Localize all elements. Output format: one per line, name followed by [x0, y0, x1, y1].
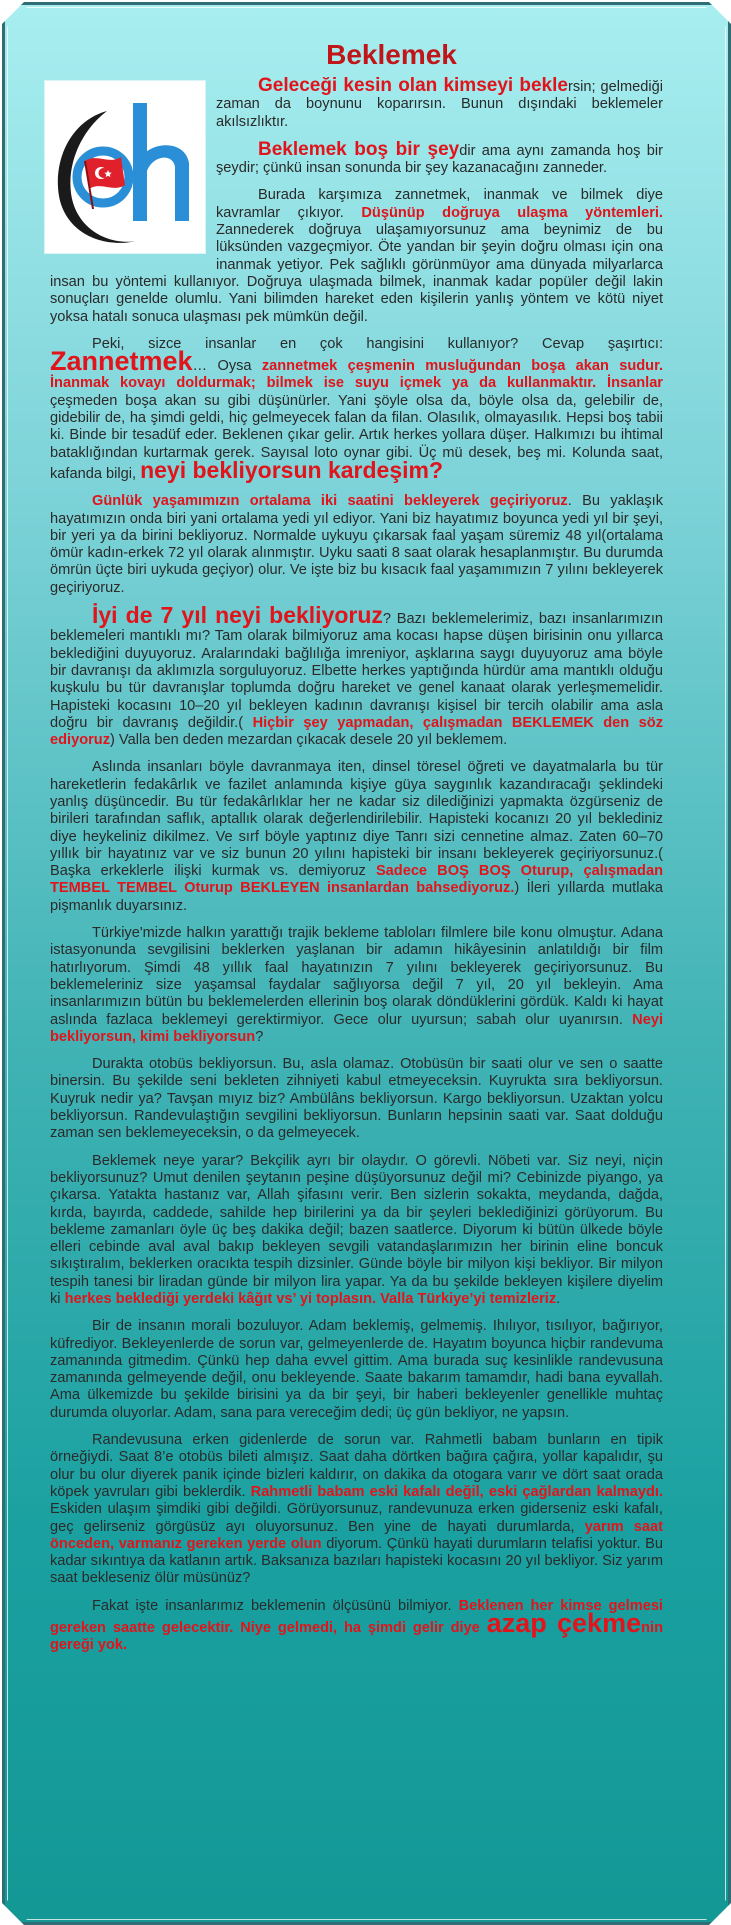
body-text: Burada karşımıza zannetmek, inanmak ve bilmek diye kavramlar çıkıyor.: [216, 187, 663, 221]
body-text: ) İleri yıllarda mutlaka pişmanlık duyarsınız.: [50, 880, 663, 914]
paragraph-p13: [50, 1598, 663, 1655]
body-text: Türkiye'mizde halkın yarattığı trajik bekleme tabloları filmlere bile konu olmuştur. Adana istasyonunda sevgilisini beklerken yaşlanan bir adamın hikâyesinin anlatıldığı bir film hatırlıyorum. Şimdi 48 yıllık faal hayatınızın 7 yılını bekleyerek geçiriyorsunuz. Bu beklemeleriniz size yaşamsal faydalar sağlıyorsa değil 7 yıl, 20 yıl bekleyin. Ama insanlarımızın bütün bu beklemelerden ellerinin boş olarak döndüklerini gördük. Kaldı ki hayat aslında fazlaca beklemeyi gerektirmiyor. Gece olur uyursun; sabah olur uyanırsın.: [50, 925, 663, 1028]
body-text: ?: [255, 1028, 264, 1045]
body-text: diyorum. Çünkü hayati durumların telafisi yoktur. Bu kadar sıkıntıya da katlanın artık. Baksanıza bazıları hapisteki kocasını 20 yıl bekliyor. Siz yarım saat bekleseniz ölür müsünüz?: [50, 1535, 663, 1587]
paragraph-p6: [50, 602, 663, 749]
highlight-text: Beklemek boş bir şey: [258, 138, 460, 160]
body-text: ) Valla ben deden mezardan çıkacak desele 20 yıl beklemem.: [110, 732, 508, 749]
highlight-text: nin gereği yok.: [50, 1620, 663, 1654]
highlight-text: İyi de 7 yıl neyi bekliyoruz: [92, 602, 383, 629]
highlight-text: Geleceği kesin olan kimseyi bekle: [258, 75, 568, 96]
body-text: Zannederek doğruya ulaşamıyorsunuz ama beynimiz de bu lüksünden vazgeçmiyor. Öte yandan bir şeyin doğru olması için ona inanmak yetiyor. Pek sağlıklı görünmüyor ama dünyada milyarlarca insan bu yöntemi kullanıyor. Doğruya ulaşmada bilmek, inanmak kadar popüler değil lakin sonuçları genelde olumlu. Yani bilimden hareket eden kişilerin yanlış yöntem ve kötü niyet yoksa hatalı sonuca ulaşması pek mümkün değil.: [50, 222, 663, 325]
highlight-text: herkes beklediği yerdeki kâğıt vs’ yi toplasın. Valla Türkiye’yi temizleriz: [64, 1291, 557, 1307]
highlight-text: azap çekme: [486, 1608, 642, 1639]
body-text: . Bu yaklaşık hayatımızın onda biri yani ortalama yedi yıl ediyor. Yani biz hayatımız boyunca yedi yıl bir şeyi, bir yeri ya da birini bekliyoruz. Normalde uykuyu çıkarsak faal yaşam süremiz 48 yıl(ortalama ömür kadın-erkek 72 yıl olarak alınmıştır. Uyku saati 8 saat olarak hesaplanmıştır. Bu durumda ömrün üçte biri uykuda geçiyor) olur. Ve işte biz bu kısacık faal yaşamımızın 7 yılını bekleyerek geçiriyoruz.: [50, 493, 664, 596]
body-text: Durakta otobüs bekliyorsun. Bu, asla olamaz. Otobüsün bir saati olur ve sen o saatte binersin. Bu şekilde seni bekleten zihniyeti kabul etmeyeceksin. Kuyrukta sıra bekliyorsun. Kuyruk nedir ya? Tavşan mıyız biz? Ambülâns bekliyorsun. Kargo bekliyorsun. Uzaktan yolcu bekliyorsun. Randevulaştığın sevgilini bekliyorsun. Bunların hepsinin saati var. Saat dolduğu zaman sen beklemeyeceksin, o da gelmeyecek.: [50, 1056, 663, 1142]
logo-box: [44, 80, 206, 254]
body-text: Beklemek neye yarar? Bekçilik ayrı bir olaydır. O görevli. Nöbeti var. Siz neyi, niçin bekliyorsunuz? Umut denilen şeytanın peşine düşüyorsunuz değil mi? Cebinizde piyango, ya çıkarsa. Yatakta hastanız var, Allah şifasını verir. Ben sizlerin sokakta, meydanda, dağda, kırda, bayırda, caddede, sahilde hep birilerini ya da bir şeyleri beklediğinizi görüyorum. Bu bekleme zamanları öyle üç beş dakika değil; bazen saatlerce. Diyorum ki bütün ülkede böyle elleri cebinde aval aval bakıp bekleyen sevgili vatandaşlarımızın her birinin eline boncuk sıkıştıralım, beklerken oracıkta tespih dizsinler. Günde böyle bir milyon kişi bekliyor. Bir milyon tespih tanesi bir liradan günde bir milyon lira yapar. Ya da bu şekilde bekleyen kişilere diyelim ki: [50, 1152, 663, 1307]
highlight-text: Beklenen her kimse gelmesi gereken saatte gelecektir. Niye gelmedi, ha şimdi gelir diye: [50, 1597, 663, 1637]
paragraph-p8: [50, 925, 663, 1046]
highlight-text: Neyi bekliyorsun, kimi bekliyorsun: [50, 1011, 663, 1045]
body-text: Fakat işte insanlarımız beklemenin ölçüsünü bilmiyor.: [92, 1597, 459, 1614]
paragraph-p10: [50, 1153, 663, 1309]
body-text: … Oysa: [192, 358, 262, 375]
article-body: [50, 77, 663, 1655]
highlight-text: Rahmetli babam eski kafalı değil, eski çağlardan kalmaydı.: [250, 1483, 664, 1500]
highlight-text: Düşünüp doğruya ulaşma yöntemleri.: [361, 204, 663, 221]
highlight-text: Zannetmek: [50, 346, 193, 377]
logo-icon: [45, 81, 205, 253]
paragraph-p7: [50, 759, 663, 915]
body-text: rsin; gelmediği zaman da boynunu koparırsın. Bunun dışındaki beklemeler akılsızlıktır.: [216, 79, 663, 130]
paragraph-p4: [50, 336, 663, 483]
paragraph-p12: [50, 1432, 663, 1588]
page-title: Beklemek: [326, 39, 457, 70]
highlight-text: Hiçbir şey yapmadan, çalışmadan BEKLEMEK den söz ediyoruz: [50, 714, 663, 749]
paragraph-p5: [50, 493, 663, 597]
body-text: Bir de insanın morali bozuluyor. Adam beklemiş, gelmemiş. Ihılıyor, tısılıyor, bağırıyor, küfrediyor. Bekleyenlerde de sorun var, gelmeyenlerde de. Hayatım boyunca hiçbir randevuma zamanında gitmedim. Çünkü hep daha evvel gittim. Ama burada suç kesinlikle randevusuna zamanında gelmeyende değil, onu bekleyende. Saate bakarım tamamdır, hadi bana eyvallah. Ama ülkemizde bu şekilde birisini ya da bir şeyi, bir haberi bekleyenler genellikle muhtaç durumda oluyorlar. Adam, sana para vereceğim dedi; üç gün bekliyor, ne yapsın.: [50, 1318, 663, 1421]
body-text: Aslında insanları böyle davranmaya iten, dinsel töresel öğreti ve dayatmalarla bu tür hareketlerin fedakârlık ve fazilet anlamında kişiye güya saygınlık kazandıracağı şeklindeki yanlış düşüncedir. Bu tür fedakârlıklar her ne kadar siz dilediğinizi yapmakta özgürseniz de birileri tarafından saflık, aptallık olarak değerlendirilebilir. Hapisteki kocanızı 20 yıl beklediniz diye heykeliniz dikilmez. Ve sırf böyle yaptınız diye Tanrı sizi cennetine almaz. Zaten 60–70 yıllık bir hayatınız var ve siz bunun 20 yılını hapisteki bir insanı bekleyerek geçiriyorsunuz.( Başka erkeklerle ilişki kurmak vs. demiyoruz: [50, 759, 663, 880]
article: [50, 38, 663, 1665]
paragraph-p9: [50, 1056, 663, 1142]
body-text: Peki, sizce insanlar en çok hangisini kullanıyor? Cevap şaşırtıcı:: [92, 335, 663, 352]
body-text: Eskiden ulaşım şimdiki gibi değildi. Görüyorsunuz, randevunuza erken giderseniz eski kafalı, geç gelirseniz görgüsüz ayı oluyorsunuz. Ben yine de hayati durumlarda,: [50, 1501, 663, 1535]
body-text: dir ama aynı zamanda hoş bir şeydir; çünkü insan sonunda bir şey kazanacağını zanneder.: [216, 142, 663, 177]
highlight-text: yarım saat önceden, varmanız gereken yerde olun: [50, 1518, 663, 1552]
highlight-text: Günlük yaşamımızın ortalama iki saatini bekleyerek geçiriyoruz: [92, 493, 568, 510]
highlight-text: neyi bekliyorsun kardeşim?: [140, 456, 444, 483]
highlight-text: zannetmek çeşmenin musluğundan boşa akan sudur. İnanmak kovayı doldurmak; bilmek ise suyu içmek ya da kullanmaktır. İnsanlar: [50, 358, 664, 392]
highlight-text: Sadece BOŞ BOŞ Oturup, çalışmadan TEMBEL TEMBEL Oturup BEKLEYEN insanlardan bahsediyoruz.: [50, 863, 663, 897]
body-text: Randevusuna erken gidenlerde de sorun var. Rahmetli babam bunların en tipik örneğiydi. Saat 8’e otobüs bileti almışız. Saat daha dörtken bağıra çağıra, yollar kapalıdır, şu olur bu olur diyerek panik içinde bizleri kaldırır, on dakika da otogara varır ve dört saat orada köpek yavruları gibi beklerdik.: [50, 1432, 663, 1500]
body-text: çeşmeden boşa akan su gibi düşünürler. Yani şöyle olsa da, böyle olsa da, gelebilir de, gidebilir de, ha şimdi geldi, hiç gelmeyecek falan da filan. Olasılık, olmayasılık. Hepsi boş tabii ki. Binde bir tesadüf eder. Beklenen çıkar gelir. Artık herkes yollara düşer. Halkımızı bu ihtimal bataklığından kurtarmak gerek. Sayısal loto oynar gibi. Üç mü desek, beş mi. Kolunda saat, kafanda bilgi,: [50, 392, 663, 482]
body-text: ? Bazı beklemelerimiz, bazı insanlarımızın beklemeleri mantıklı mı? Tam olarak bilmiyoruz ama kocası hapse düşen birisinin onu yıllarca beklediğini duyuyoruz. Aralarındaki bağlılığa imreniyor, aşklarına saygı duyuyoruz ama böyle bir davranışı da aklımızla sorguluyoruz. Elbette herkes yaptığında hürdür ama mantıklı olduğu kuşkulu bu tür davranışlar toplumda doğru hareket ve genel kanaat olarak yerleşmemelidir. Hapisteki kocasını 10–20 yıl bekleyen kadının davranışı kişisel bir tercih olabilir ama asla doğru bir davranış değildir.(: [50, 611, 663, 731]
body-text: .: [556, 1291, 561, 1307]
paragraph-p11: [50, 1318, 663, 1422]
